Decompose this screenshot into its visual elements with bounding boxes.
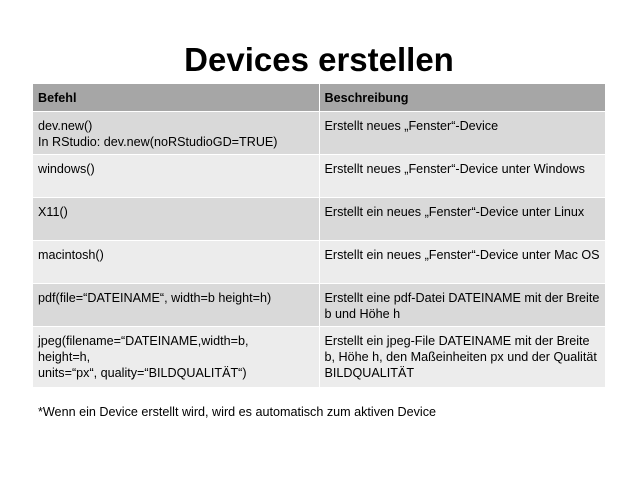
- table-row: [33, 327, 606, 388]
- cell-beschreibung: [319, 327, 606, 388]
- table-header-row: [33, 84, 606, 112]
- beschreibung-text: Erstellt eine pdf-Datei DATEINAME mit der Breite b und Höhe h: [324, 291, 600, 321]
- beschreibung-text: Erstellt ein jpeg-File DATEINAME mit der Breite b, Höhe h, den Maßeinheiten px und der Qualität BILDQUALITÄT: [324, 334, 597, 380]
- beschreibung-text: Erstellt ein neues „Fenster“-Device unter Mac OS: [324, 248, 600, 262]
- befehl-line: units=“px“, quality=“BILDQUALITÄT“): [38, 366, 247, 380]
- befehl-line: In RStudio: dev.new(noRStudioGD=TRUE): [38, 135, 278, 149]
- befehl-line: height=h,: [38, 350, 91, 364]
- cell-beschreibung: [319, 198, 606, 241]
- cell-befehl: [33, 112, 320, 155]
- footnote: *Wenn ein Device erstellt wird, wird es automatisch zum aktiven Device: [38, 405, 437, 419]
- table-row: [33, 112, 606, 155]
- table-row: [33, 198, 606, 241]
- beschreibung-text: Erstellt ein neues „Fenster“-Device unter Linux: [324, 205, 585, 219]
- befehl-line: macintosh(): [38, 248, 104, 262]
- table-row: [33, 155, 606, 198]
- table-row: [33, 241, 606, 284]
- header-beschreibung: Beschreibung: [319, 84, 606, 112]
- beschreibung-text: Erstellt neues „Fenster“-Device: [324, 119, 499, 133]
- cell-befehl: [33, 284, 320, 327]
- table-row: [33, 284, 606, 327]
- beschreibung-text: Erstellt neues „Fenster“-Device unter Windows: [324, 162, 585, 176]
- befehl-line: dev.new(): [38, 119, 93, 133]
- cell-beschreibung: [319, 241, 606, 284]
- befehl-line: X11(): [38, 205, 68, 219]
- cell-beschreibung: [319, 112, 606, 155]
- cell-beschreibung: [319, 155, 606, 198]
- cell-beschreibung: [319, 284, 606, 327]
- befehl-line: jpeg(filename=“DATEINAME,width=b,: [38, 334, 249, 348]
- cell-befehl: [33, 241, 320, 284]
- slide-title: Devices erstellen: [184, 41, 454, 78]
- befehl-line: windows(): [38, 162, 95, 176]
- header-befehl: Befehl: [33, 84, 320, 112]
- cell-befehl: [33, 155, 320, 198]
- cell-befehl: [33, 327, 320, 388]
- befehl-line: pdf(file=“DATEINAME“, width=b height=h): [38, 291, 272, 305]
- cell-befehl: [33, 198, 320, 241]
- devices-table: [32, 83, 606, 388]
